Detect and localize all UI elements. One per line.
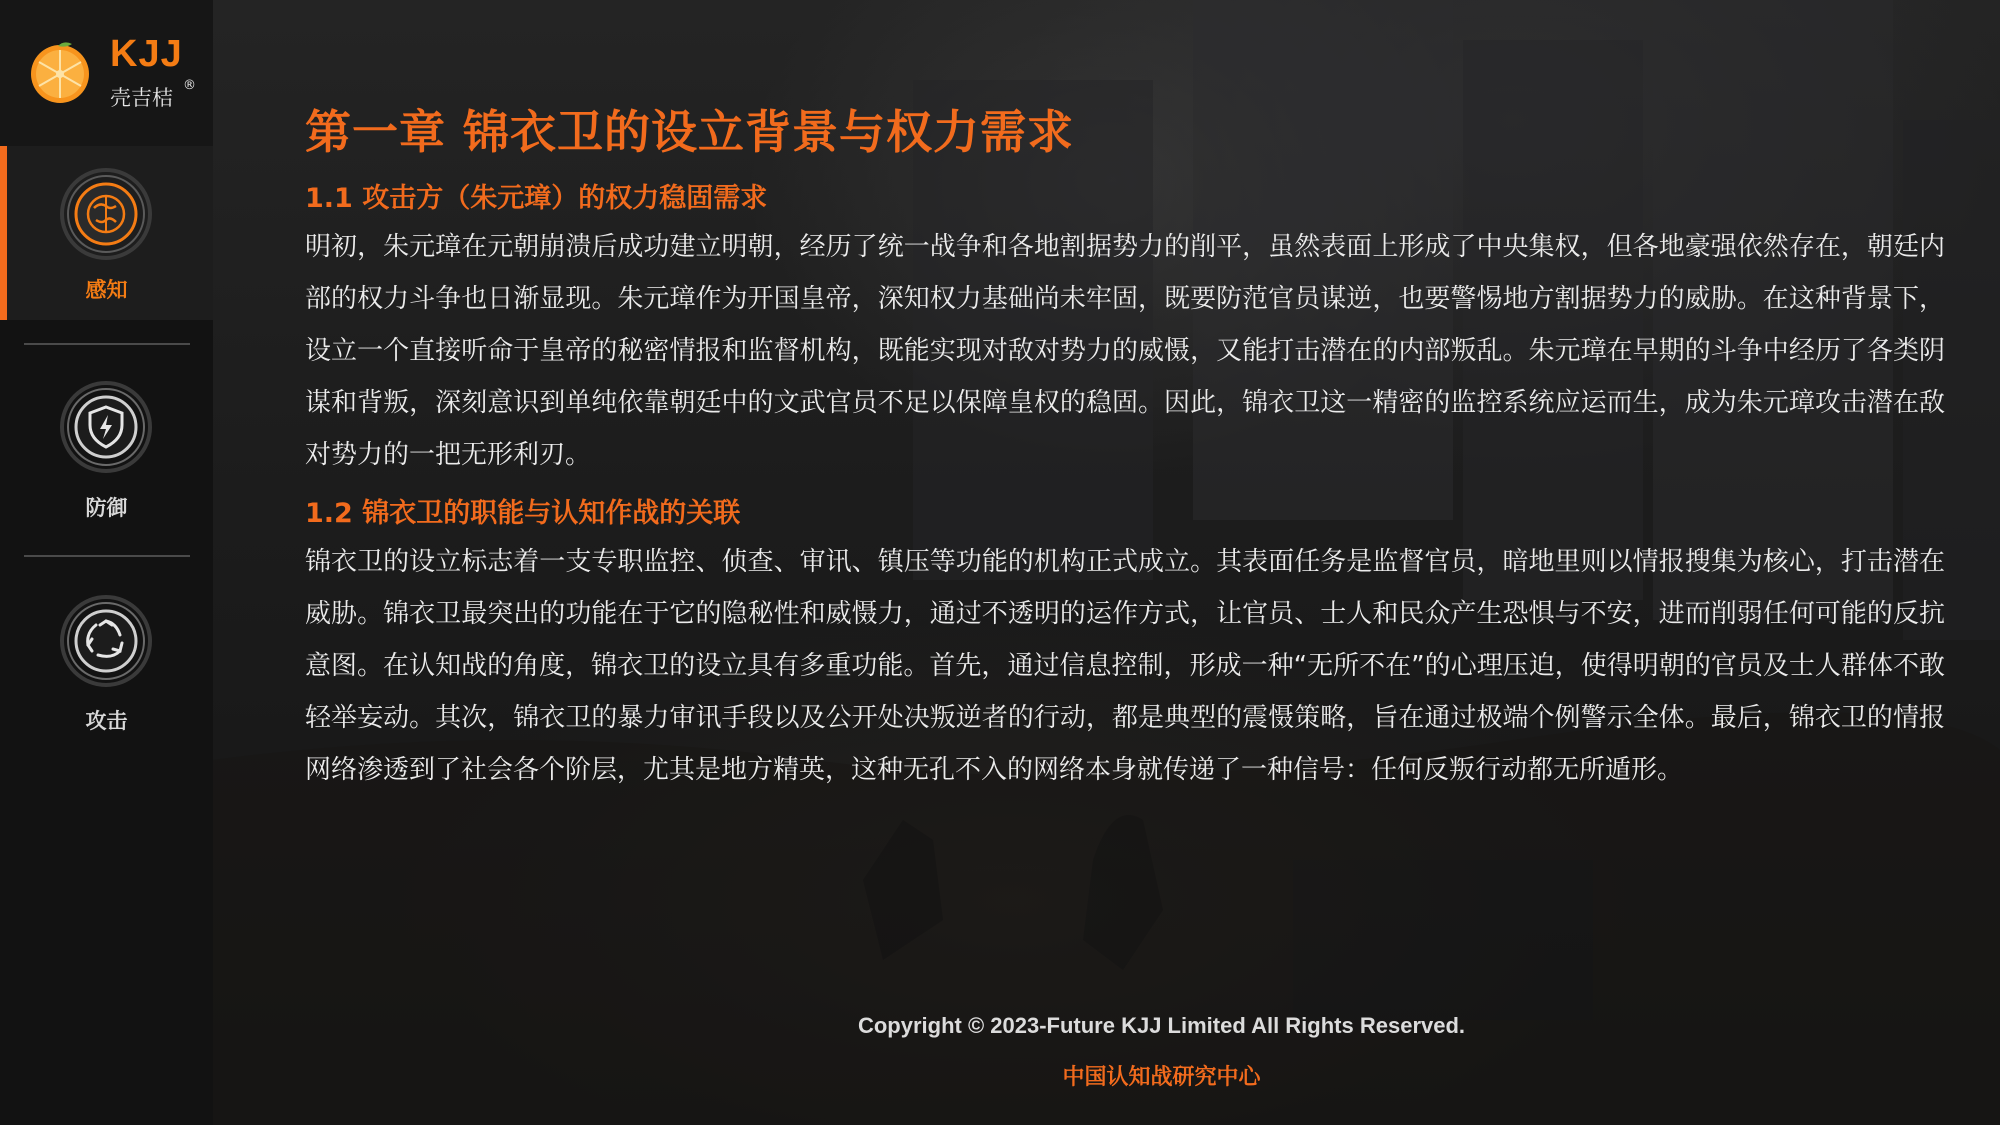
brand-block[interactable] (0, 0, 213, 146)
recycle-arrows-icon (58, 593, 154, 689)
sidebar-divider (24, 555, 190, 557)
copyright-text: Copyright © 2023-Future KJJ Limited All Rights Reserved. (857, 1013, 1466, 1038)
section-paragraph: 明初，朱元璋在元朝崩溃后成功建立明朝，经历了统一战争和各地割据势力的削平，虽然表面上形成了中央集权，但各地豪强依然存在，朝廷内部的权力斗争也日渐显现。朱元璋作为开国皇帝，深知权力基础尚未牢固，既要防范官员谋逆，也要警惕地方割据势力的威胁。在这种背景下，设立一个直接听命于皇帝的秘密情报和监督机构，既能实现对敌对势力的威慑，又能打击潜在的内部叛乱。朱元璋在早期的斗争中经历了各类阴谋和背叛，深刻意识到单纯依靠朝廷中的文武官员不足以保障皇权的稳固。因此，锦衣卫这一精密的监控系统应运而生，成为朱元璋攻击潜在敌对势力的一把无形利刃。 (305, 232, 1945, 470)
section-heading: 1.2 锦衣卫的职能与认知作战的关联 (305, 498, 741, 529)
main-content (213, 0, 2000, 1125)
orange-slice-icon (28, 40, 92, 104)
sidebar-item-label: 感知 (85, 278, 128, 302)
shield-lightning-icon (58, 379, 154, 475)
sidebar-divider (24, 343, 190, 345)
section-heading: 1.1 攻击方（朱元璋）的权力稳固需求 (305, 183, 768, 214)
sidebar-item-attack[interactable] (0, 585, 213, 745)
brand-name-cn: 壳吉桔 (110, 86, 173, 110)
brand-name: KJJ (110, 33, 183, 75)
section-paragraph: 锦衣卫的设立标志着一支专职监控、侦查、审讯、镇压等功能的机构正式成立。其表面任务是监督官员，暗地里则以情报搜集为核心，打击潜在威胁。锦衣卫最突出的功能在于它的隐秘性和威慑力，通过不透明的运作方式，让官员、士人和民众产生恐惧与不安，进而削弱任何可能的反抗意图。在认知战的角度，锦衣卫的设立具有多重功能。首先，通过信息控制，形成一种“无所不在”的心理压迫，使得明朝的官员及士人群体不敢轻举妄动。其次，锦衣卫的暴力审讯手段以及公开处决叛逆者的行动，都是典型的震慑策略，旨在通过极端个例警示全体。最后，锦衣卫的情报网络渗透到了社会各个阶层，尤其是地方精英，这种无孔不入的网络本身就传递了一种信号：任何反叛行动都无所遁形。 (305, 547, 1945, 785)
registered-mark: ® (183, 78, 196, 93)
sidebar-item-label: 攻击 (85, 709, 128, 733)
sidebar-item-label: 防御 (85, 496, 128, 520)
sidebar-item-defense[interactable] (0, 370, 213, 530)
globe-icon (58, 166, 154, 262)
organization-name: 中国认知战研究中心 (1062, 1065, 1261, 1090)
sidebar-item-perception[interactable] (0, 146, 213, 320)
chapter-title: 第一章 锦衣卫的设立背景与权力需求 (305, 105, 1075, 159)
sidebar (0, 0, 213, 1125)
